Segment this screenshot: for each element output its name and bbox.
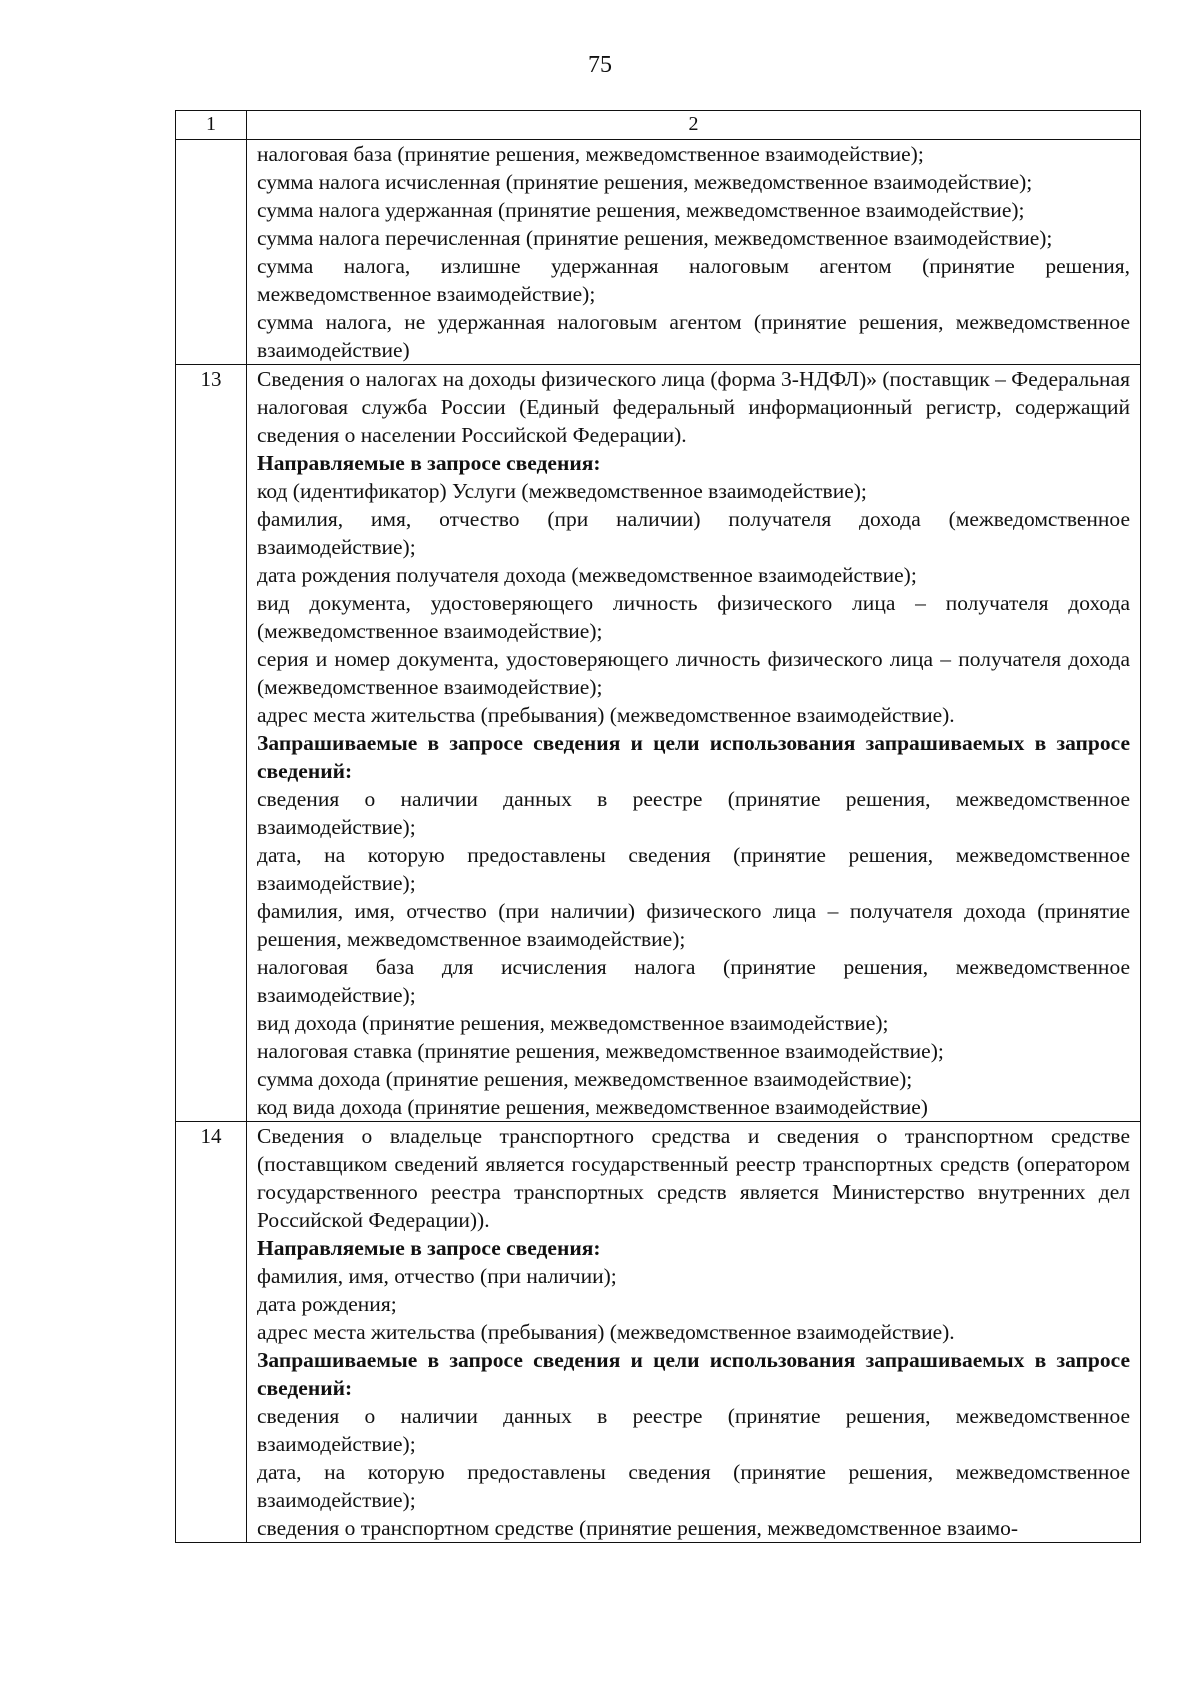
table-header-row bbox=[176, 111, 1141, 140]
paragraph: сведения о наличии данных в реестре (принятие решения, межведомственное взаимодействие); bbox=[257, 1404, 1130, 1456]
page-number: 75 bbox=[588, 52, 612, 78]
paragraph: вид документа, удостоверяющего личность физического лица – получателя дохода (межведомственное взаимодействие); bbox=[257, 591, 1130, 643]
paragraph: дата рождения; bbox=[257, 1292, 397, 1316]
paragraph: вид дохода (принятие решения, межведомственное взаимодействие); bbox=[257, 1011, 889, 1035]
header-col-2: 2 bbox=[247, 111, 1141, 140]
section-heading: Направляемые в запросе сведения: bbox=[257, 1236, 601, 1260]
paragraph: дата рождения получателя дохода (межведомственное взаимодействие); bbox=[257, 563, 917, 587]
paragraph: налоговая база (принятие решения, межведомственное взаимодействие); bbox=[257, 142, 924, 166]
row-number bbox=[176, 140, 247, 365]
table-row bbox=[176, 140, 1141, 365]
paragraph: сумма налога, излишне удержанная налоговым агентом (принятие решения, межведомственное взаимодействие); bbox=[257, 254, 1130, 306]
table-row bbox=[176, 1122, 1141, 1543]
paragraph: сумма налога перечисленная (принятие решения, межведомственное взаимодействие); bbox=[257, 226, 1053, 250]
services-table bbox=[175, 110, 1141, 1543]
section-heading: Запрашиваемые в запросе сведения и цели использования запрашиваемых в запросе сведений: bbox=[257, 1348, 1130, 1400]
paragraph: фамилия, имя, отчество (при наличии) физического лица – получателя дохода (принятие решения, межведомственное взаимодействие); bbox=[257, 899, 1130, 951]
row-number: 13 bbox=[176, 365, 247, 1122]
paragraph: Сведения о владельце транспортного средства и сведения о транспортном средстве (поставщиком сведений является государственный реестр транспортных средств (оператором государственного реестра транспортных средств является Министерство внутренних дел Российской Федерации)). bbox=[257, 1124, 1130, 1232]
paragraph: сумма налога, не удержанная налоговым агентом (принятие решения, межведомственное взаимодействие) bbox=[257, 310, 1130, 362]
section-heading: Запрашиваемые в запросе сведения и цели использования запрашиваемых в запросе сведений: bbox=[257, 731, 1130, 783]
paragraph: дата, на которую предоставлены сведения (принятие решения, межведомственное взаимодействие); bbox=[257, 843, 1130, 895]
paragraph: сведения о наличии данных в реестре (принятие решения, межведомственное взаимодействие); bbox=[257, 787, 1130, 839]
paragraph: адрес места жительства (пребывания) (межведомственное взаимодействие). bbox=[257, 1320, 955, 1344]
paragraph: серия и номер документа, удостоверяющего личность физического лица – получателя дохода (межведомственное взаимодействие); bbox=[257, 647, 1130, 699]
paragraph: сумма налога удержанная (принятие решения, межведомственное взаимодействие); bbox=[257, 198, 1025, 222]
row-content bbox=[247, 365, 1141, 1122]
table-body bbox=[176, 111, 1141, 1543]
paragraph: код вида дохода (принятие решения, межведомственное взаимодействие) bbox=[257, 1095, 928, 1119]
paragraph: Сведения о налогах на доходы физического лица (форма 3-НДФЛ)» (поставщик – Федеральная налоговая служба России (Единый федеральный информационный регистр, содержащий сведения о населении Российской Федерации). bbox=[257, 367, 1130, 447]
paragraph: адрес места жительства (пребывания) (межведомственное взаимодействие). bbox=[257, 703, 955, 727]
paragraph: дата, на которую предоставлены сведения (принятие решения, межведомственное взаимодействие); bbox=[257, 1460, 1130, 1512]
paragraph: налоговая база для исчисления налога (принятие решения, межведомственное взаимодействие); bbox=[257, 955, 1130, 1007]
row-content bbox=[247, 1122, 1141, 1543]
header-col-1: 1 bbox=[176, 111, 247, 140]
table-row bbox=[176, 365, 1141, 1122]
section-heading: Направляемые в запросе сведения: bbox=[257, 451, 601, 475]
row-number: 14 bbox=[176, 1122, 247, 1543]
paragraph: фамилия, имя, отчество (при наличии) получателя дохода (межведомственное взаимодействие); bbox=[257, 507, 1130, 559]
row-content bbox=[247, 140, 1141, 365]
paragraph: сведения о транспортном средстве (принятие решения, межведомственное взаимо- bbox=[257, 1516, 1019, 1540]
paragraph: налоговая ставка (принятие решения, межведомственное взаимодействие); bbox=[257, 1039, 944, 1063]
paragraph: фамилия, имя, отчество (при наличии); bbox=[257, 1264, 617, 1288]
paragraph: сумма налога исчисленная (принятие решения, межведомственное взаимодействие); bbox=[257, 170, 1033, 194]
paragraph: сумма дохода (принятие решения, межведомственное взаимодействие); bbox=[257, 1067, 913, 1091]
paragraph: код (идентификатор) Услуги (межведомственное взаимодействие); bbox=[257, 479, 867, 503]
